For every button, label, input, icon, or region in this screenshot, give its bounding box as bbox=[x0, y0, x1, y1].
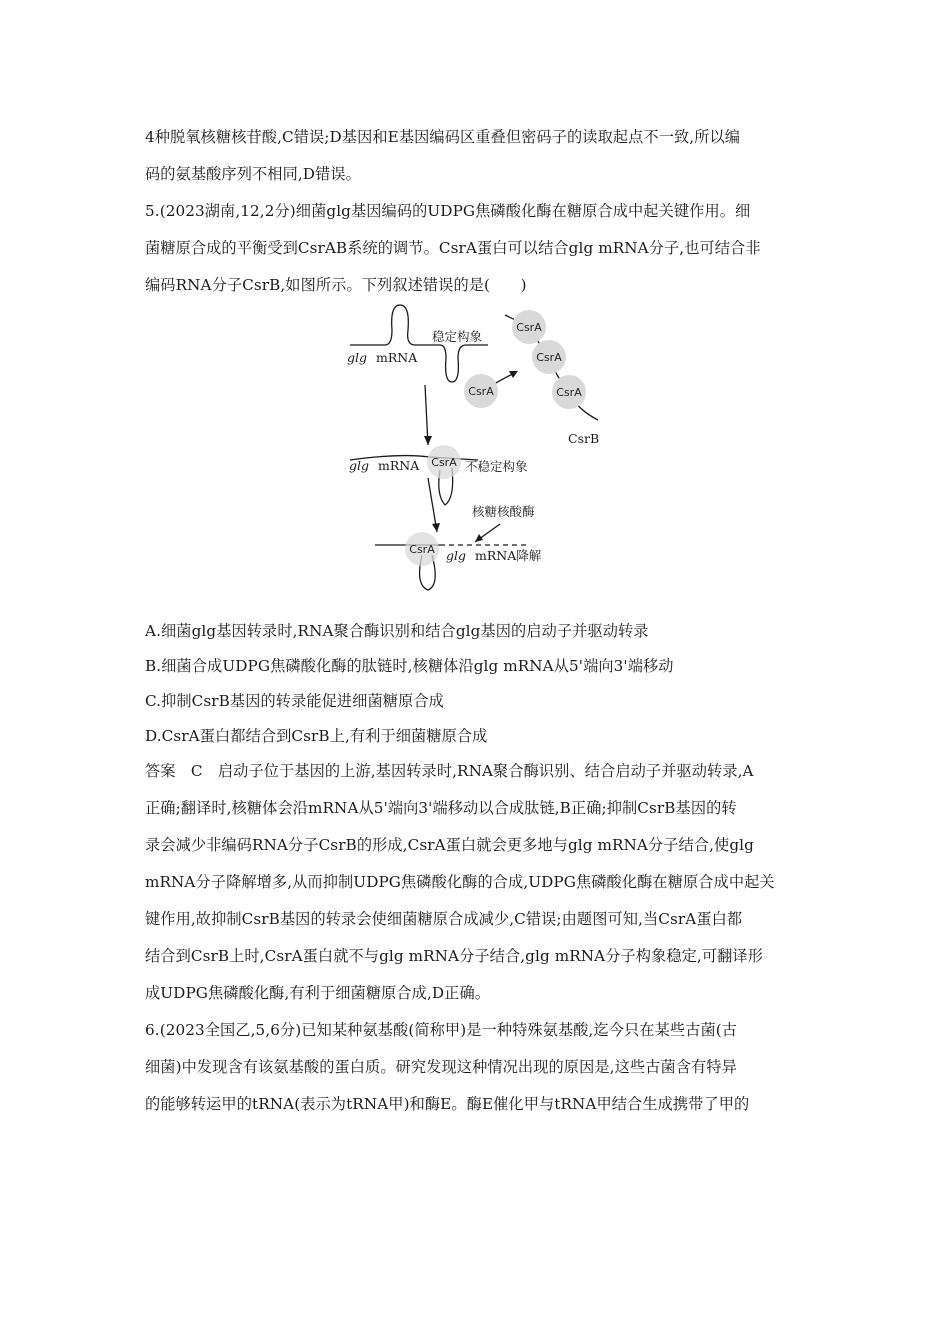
stable-conformation-label: 稳定构象 bbox=[432, 329, 483, 344]
text-line: 码的氨基酸序列不相同,D错误。 bbox=[145, 165, 361, 183]
answer-line: 答案 C 启动子位于基因的上游,基因转录时,RNA聚合酶识别、结合启动子并驱动转录,A bbox=[145, 762, 754, 780]
csrb-label: CsrB bbox=[568, 431, 600, 446]
rnase-label: 核糖核酸酶 bbox=[472, 504, 535, 519]
csra-label: CsrA bbox=[536, 351, 562, 364]
mrna-label: mRNA bbox=[376, 350, 418, 365]
question-6-stem: 6.(2023全国乙,5,6分)已知某种氨基酸(简称甲)是一种特殊氨基酸,迄今只在某些古菌(古 bbox=[145, 1021, 738, 1039]
answer-line: 键作用,故抑制CsrB基因的转录会使细菌糖原合成减少,C错误;由题图可知,当CsrA蛋白都 bbox=[145, 910, 743, 928]
option-a: A.细菌glg基因转录时,RNA聚合酶识别和结合glg基因的启动子并驱动转录 bbox=[145, 622, 649, 640]
answer-line: 正确;翻译时,核糖体会沿mRNA从5'端向3'端移动以合成肽链,B正确;抑制CsrB基因的转 bbox=[145, 799, 737, 817]
text-line: 的能够转运甲的tRNA(表示为tRNA甲)和酶E。酶E催化甲与tRNA甲结合生成携带了甲的 bbox=[145, 1095, 750, 1113]
answer-line: 录会减少非编码RNA分子CsrB的形成,CsrA蛋白就会更多地与glg mRNA分子结合,使glg bbox=[145, 836, 754, 854]
question-5-stem: 5.(2023湖南,12,2分)细菌glg基因编码的UDPG焦磷酸化酶在糖原合成中起关键作用。细 bbox=[145, 202, 751, 220]
text-line: 4种脱氧核糖核苷酸,C错误;D基因和E基因编码区重叠但密码子的读取起点不一致,所以编 bbox=[145, 128, 741, 146]
degradation-label: mRNA降解 bbox=[475, 548, 542, 563]
glg-label: glg bbox=[446, 548, 467, 563]
text-line: 细菌)中发现含有该氨基酸的蛋白质。研究发现这种情况出现的原因是,这些古菌含有特异 bbox=[145, 1058, 737, 1076]
mrna-label: mRNA bbox=[378, 458, 420, 473]
option-c: C.抑制CsrB基因的转录能促进细菌糖原合成 bbox=[145, 692, 444, 710]
answer-line: 结合到CsrB上时,CsrA蛋白就不与glg mRNA分子结合,glg mRNA分子构象稳定,可翻译形 bbox=[145, 947, 764, 965]
unstable-conformation-label: 不稳定构象 bbox=[465, 459, 528, 474]
option-d: D.CsrA蛋白都结合到CsrB上,有利于细菌糖原合成 bbox=[145, 727, 488, 745]
csra-label: CsrA bbox=[516, 321, 542, 334]
text-line: 编码RNA分子CsrB,如图所示。下列叙述错误的是( ) bbox=[145, 276, 527, 294]
text-line: 菌糖原合成的平衡受到CsrAB系统的调节。CsrA蛋白可以结合glg mRNA分子,也可结合非 bbox=[145, 239, 761, 257]
csra-label: CsrA bbox=[556, 386, 582, 399]
csra-regulation-diagram bbox=[330, 300, 630, 600]
csra-label: CsrA bbox=[468, 385, 494, 398]
glg-label: glg bbox=[349, 458, 370, 473]
csra-label: CsrA bbox=[431, 456, 457, 469]
answer-line: mRNA分子降解增多,从而抑制UDPG焦磷酸化酶的合成,UDPG焦磷酸化酶在糖原合成中起关 bbox=[145, 873, 775, 891]
answer-line: 成UDPG焦磷酸化酶,有利于细菌糖原合成,D正确。 bbox=[145, 984, 491, 1002]
option-b: B.细菌合成UDPG焦磷酸化酶的肽链时,核糖体沿glg mRNA从5'端向3'端移动 bbox=[145, 657, 674, 675]
glg-label: glg bbox=[347, 350, 368, 365]
csra-label: CsrA bbox=[409, 543, 435, 556]
